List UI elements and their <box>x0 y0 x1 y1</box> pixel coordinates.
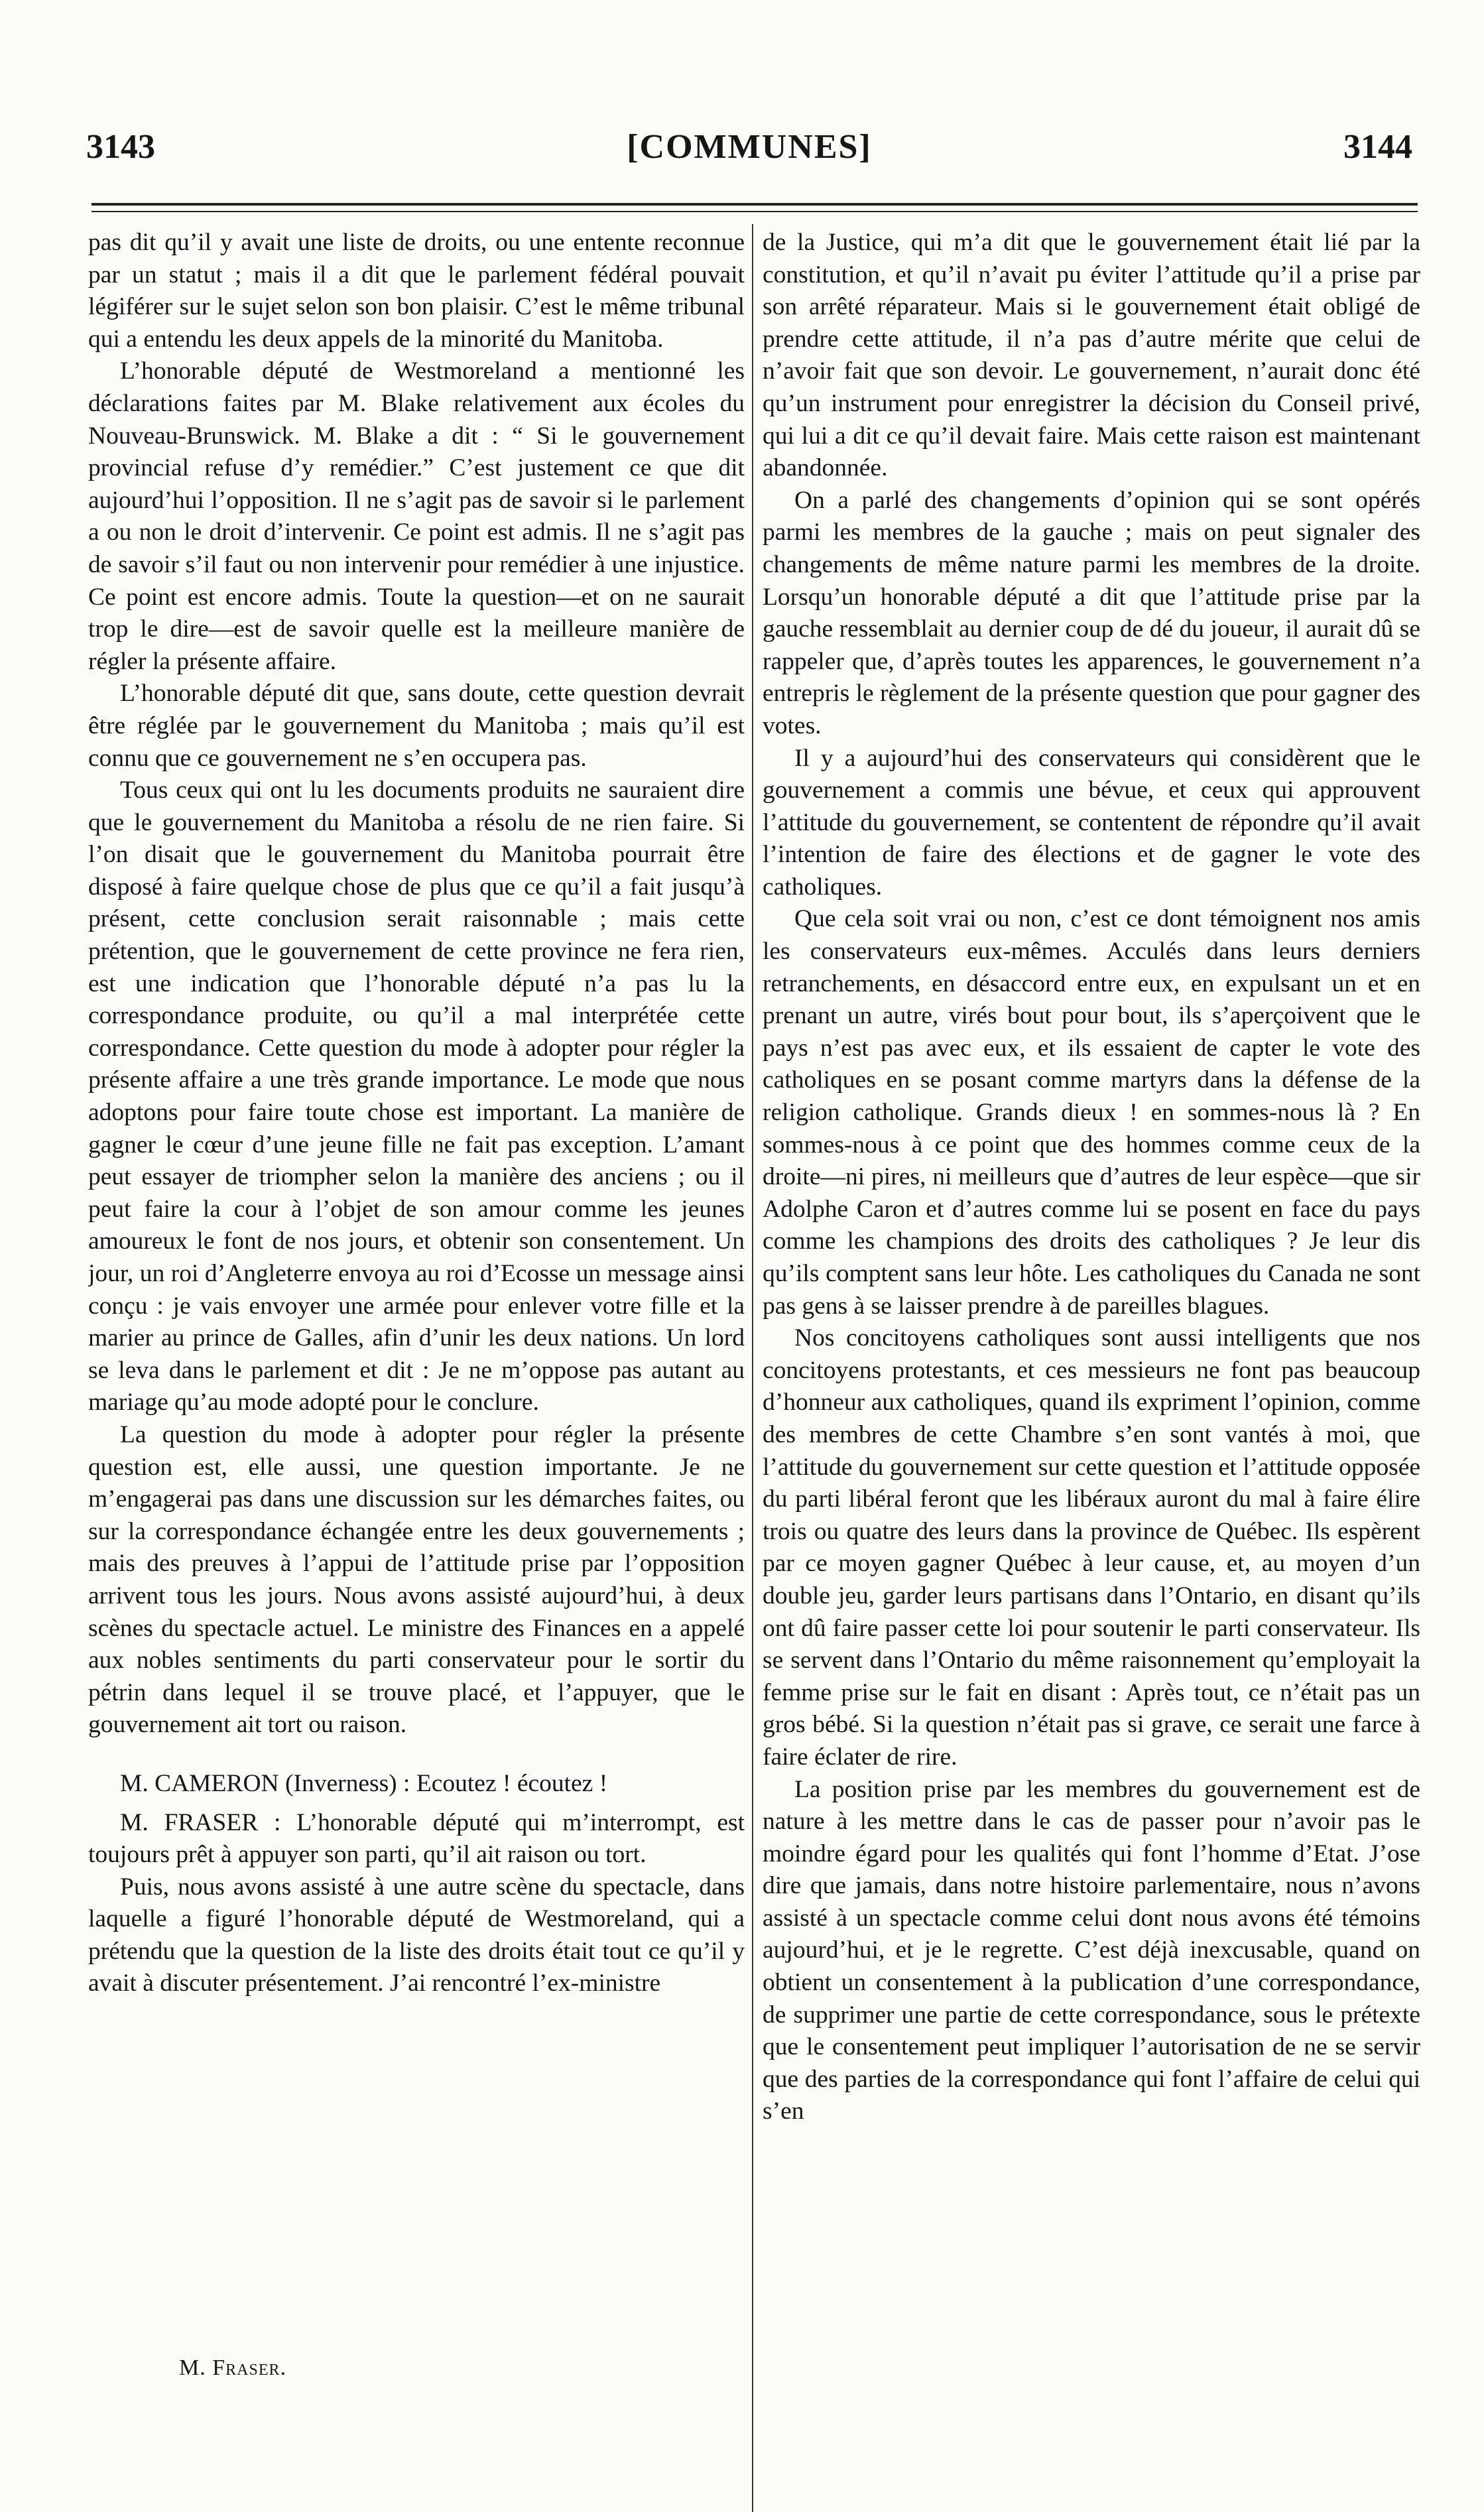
paragraph: Puis, nous avons assisté à une autre scène du spectacle, dans laquelle a figuré l’honorable député de Westmoreland, qui a prétendu que la question de la liste des droits était tout ce qu’il y avait à discuter présentement. J’ai rencontré l’ex-ministre <box>88 1873 745 1997</box>
paragraph: La question du mode à adopter pour régler la présente question est, elle aussi, une question importante. Je ne m’engagerai pas dans une discussion sur les démarches faites, ou sur la correspondance échangée entre les deux gouvernements ; mais des preuves à l’appui de l’attitude prise par l’opposition arrivent tous les jours. Nous avons assisté aujourd’hui, à deux scènes du spectacle actuel. Le ministre des Finances en a appelé aux nobles sentiments du parti conservateur pour le sortir du pétrin dans lequel il se trouve placé, et l’appuyer, que le gouvernement ait tort ou raison. <box>88 1420 745 1739</box>
paragraph: Nos concitoyens catholiques sont aussi intelligents que nos concitoyens protestants, et ces messieurs ne font pas beaucoup d’honneur aux catholiques, quand ils expriment l’opinion, comme des membres de cette Chambre s’en sont vantés à moi, que l’attitude du gouvernement sur cette question et l’attitude opposée du parti libéral feront que les libéraux auront du mal à faire élire trois ou quatre des leurs dans la province de Québec. Ils espèrent par ce moyen gagner Québec à leur cause, et, au moyen d’un double jeu, garder leurs partisans dans l’Ontario, en disant qu’ils ont dû faire passer cette loi pour soutenir le parti conservateur. Ils se servent dans l’Ontario du même raisonnement qu’employait la femme prise sur le fait en disant : Après tout, ce n’était pas un gros bébé. Si la question n’était pas si grave, ce serait une farce à faire éclater de rire. <box>763 1324 1420 1771</box>
paragraph: L’honorable député dit que, sans doute, cette question devrait être réglée par le gouvernement du Manitoba ; mais qu’il est connu que ce gouvernement ne s’en occupera pas. <box>88 680 745 772</box>
column-divider <box>752 224 753 2512</box>
paragraph: Tous ceux qui ont lu les documents produits ne sauraient dire que le gouvernement du Manitoba a résolu de ne rien faire. Si l’on disait que le gouvernement du Manitoba pourrait être disposé à faire quelque chose de plus que ce qu’il a fait jusqu’à présent, cette conclusion serait raisonnable ; mais cette prétention, que le gouvernement de cette province ne fera rien, est une indication que l’honorable député n’a pas lu la correspondance produite, ou qu’il a mal interprétée cette correspondance. Cette question du mode à adopter pour régler la présente affaire a une très grande importance. Le mode que nous adoptons pour faire toute chose est important. La manière de gagner le cœur d’une jeune fille ne fait pas exception. L’amant peut essayer de triompher selon la manière des anciens ; ou il peut faire la cour à l’objet de son amour comme les jeunes amoureux le font de nos jours, et obtenir son consentement. Un jour, un roi d’Angleterre envoya au roi d’Ecosse un message ainsi conçu : je vais envoyer une armée pour enlever votre fille et la marier au prince de Galles, afin d’unir les deux nations. Un lord se leva dans le parlement et dit : Je ne m’oppose pas autant au mariage qu’au mode adopté pour le conclure. <box>88 777 745 1416</box>
paragraph: de la Justice, qui m’a dit que le gouvernement était lié par la constitution, et qu’il n’avait pu éviter l’attitude qu’il a prise par son arrêté réparateur. Mais si le gouvernement était obligé de prendre cette attitude, il n’a pas d’autre mérite que celui de n’avoir fait que son devoir. Le gouvernement, n’aurait donc été qu’un instrument pour enregistrer la décision du Conseil privé, qui lui a dit ce qu’il devait faire. Mais cette raison est maintenant abandonnée. <box>763 229 1420 482</box>
page-number-right: 3144 <box>1343 128 1412 166</box>
speaker-cameron: M. CAMERON (Inverness) : Ecoutez ! écoutez ! <box>120 1769 608 1797</box>
speaker-fraser: M. FRASER : L’honorable député qui m’interrompt, est toujours prêt à appuyer son parti, qu’il ait raison ou tort. <box>88 1808 745 1869</box>
header-rule-thick <box>92 203 1418 206</box>
page-number-left: 3143 <box>86 128 155 166</box>
left-column <box>88 227 745 2455</box>
paragraph: La position prise par les membres du gouvernement est de nature à les mettre dans le cas de passer pour n’avoir pas le moindre égard pour les qualités qui font l’homme d’Etat. J’ose dire que jamais, dans notre histoire parlementaire, nous n’avons assisté à un spectacle comme celui dont nous avons été témoins aujourd’hui, et je le regrette. C’est déjà inexcusable, quand on obtient un consentement à la publication d’une correspondance, de supprimer une partie de cette correspondance, sous le prétexte que le consentement peut impliquer l’autorisation de ne se servir que des parties de la correspondance qui font l’affaire de celui qui s’en <box>763 1775 1420 2125</box>
paragraph: On a parlé des changements d’opinion qui se sont opérés parmi les membres de la gauche ; mais on peut signaler des changements de même nature parmi les membres de la droite. Lorsqu’un honorable député a dit que l’attitude prise par la gauche ressemblait au dernier coup de dé du joueur, il aurait dû se rappeler que, d’après toutes les apparences, le gouvernement n’a entrepris le règlement de la présente question que pour gagner des votes. <box>763 486 1420 739</box>
paragraph: Que cela soit vrai ou non, c’est ce dont témoignent nos amis les conservateurs eux-mêmes. Acculés dans leurs derniers retranchements, en désaccord entre eux, en expulsant un et en prenant un autre, virés bout pour bout, ils s’aperçoivent que le pays n’est pas avec eux, et ils essaient de capter le vote des catholiques en se posant comme martyrs dans la défense de la religion catholique. Grands dieux ! en sommes-nous là ? En sommes-nous à ce point que des hommes comme ceux de la droite—ni pires, ni meilleurs que d’autres de leur espèce—que sir Adolphe Caron et d’autres comme lui se posent en face du pays comme les champions des droits des catholiques ? Je leur dis qu’ils comptent sans leur hôte. Les catholiques du Canada ne sont pas gens à se laisser prendre à de pareilles blagues. <box>763 905 1420 1320</box>
footer-signature: M. Fraser. <box>179 2355 286 2380</box>
right-column <box>763 227 1420 2455</box>
page-title: [COMMUNES] <box>627 128 872 166</box>
header-rule-thin <box>92 211 1418 212</box>
paragraph: L’honorable député de Westmoreland a mentionné les déclarations faites par M. Blake relativement aux écoles du Nouveau-Brunswick. M. Blake a dit : “ Si le gouvernement provincial refuse d’y remédier.” C’est justement ce que dit aujourd’hui l’opposition. Il ne s’agit pas de savoir si le parlement a ou non le droit d’intervenir. Ce point est admis. Il ne s’agit pas de savoir s’il faut ou non intervenir pour remédier à une injustice. Ce point est encore admis. Toute la question—et on ne saurait trop le dire—est de savoir quelle est la meilleure manière de régler la présente affaire. <box>88 357 745 675</box>
paragraph: Il y a aujourd’hui des conservateurs qui considèrent que le gouvernement a commis une bévue, et ceux qui approuvent l’attitude du gouvernement, se contentent de répondre qu’il avait l’intention de faire des élections et de gagner le vote des catholiques. <box>763 744 1420 901</box>
paragraph: pas dit qu’il y avait une liste de droits, ou une entente reconnue par un statut ; mais il a dit que le parlement fédéral pouvait légiférer sur le sujet selon son bon plaisir. C’est le même tribunal qui a entendu les deux appels de la minorité du Manitoba. <box>88 229 745 353</box>
page-header <box>86 127 1412 174</box>
